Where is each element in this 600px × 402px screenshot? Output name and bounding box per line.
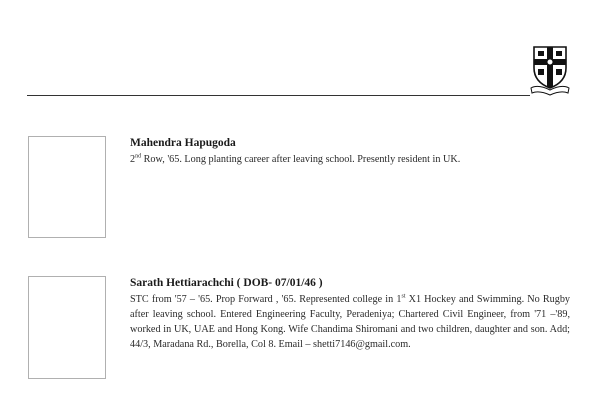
person-bio: 2nd Row, '65. Long planting career after leaving school. Presently resident in UK. [130,153,461,165]
profile-entry [130,136,570,167]
profile-entry [130,276,570,352]
header-rule [27,95,530,96]
person-name: Sarath Hettiarachchi ( DOB- 07/01/46 ) [130,277,323,289]
person-bio: STC from '57 – '65. Prop Forward , '65. Represented college in 1st X1 Hockey and Swimming. No Rugby after leaving school. Entered Engineering Faculty, Peradeniya; Chartered Civil Engineer, from '71 –'89, worked in UK, UAE and Hong Kong. Wife Chandima Shiromani and two children, daughter and son. Add; 44/3, Maradana Rd., Borella, Col 8. Email – shetti7146@gmail.com. [130,293,570,350]
photo-placeholder [28,276,106,379]
photo-placeholder [28,136,106,238]
person-name: Mahendra Hapugoda [130,137,236,149]
school-crest-icon [528,44,572,96]
